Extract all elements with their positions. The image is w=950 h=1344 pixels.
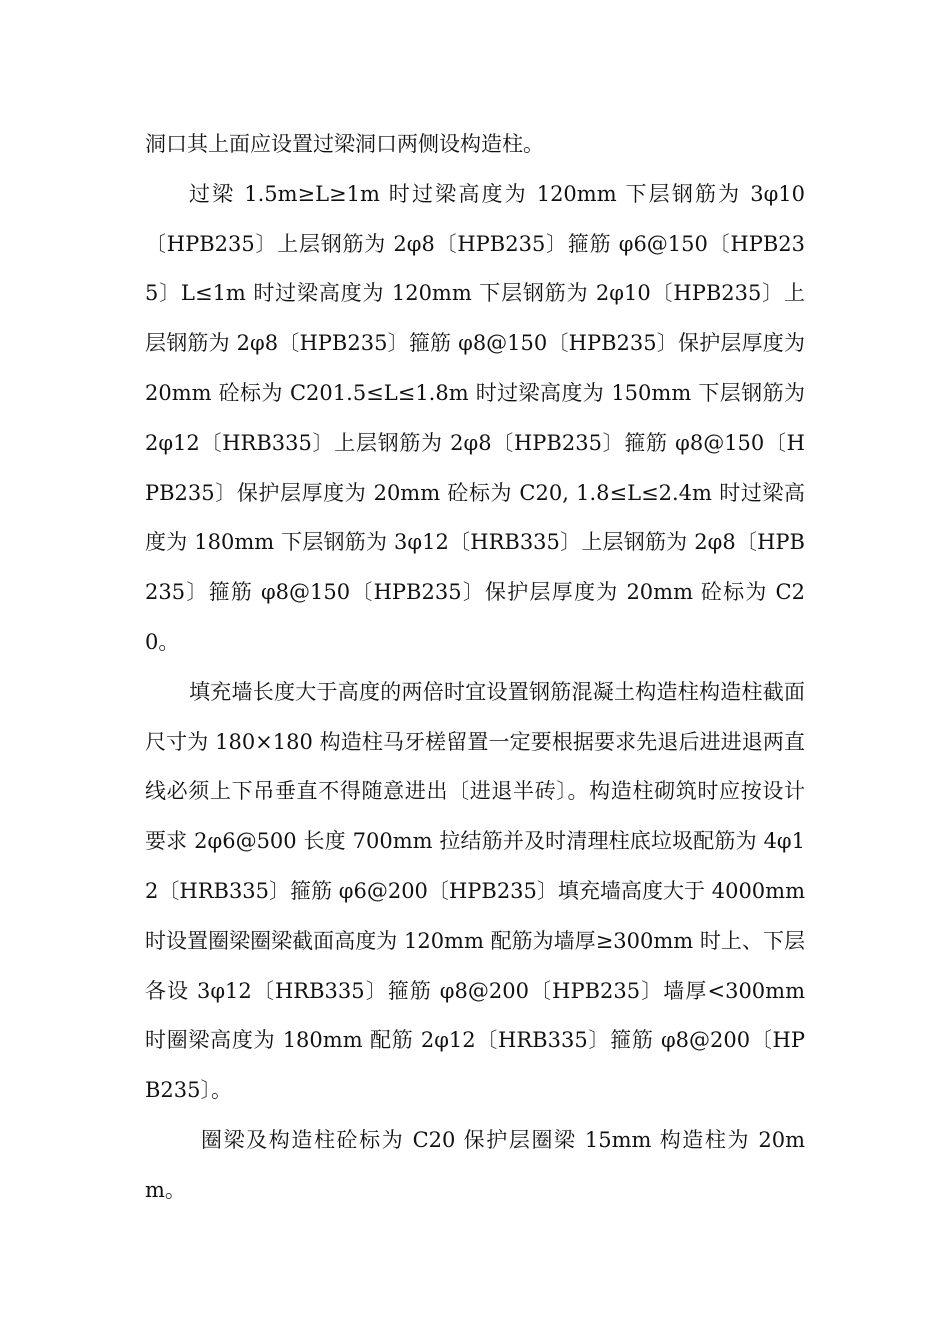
paragraph-constructional-column: 填充墙长度大于高度的两倍时宜设置钢筋混凝土构造柱构造柱截面尺寸为 180×180 构造柱马牙槎留置一定要根据要求先退后进进退两直线必须上下吊垂直不得随意进出〔进退半砖〕。构造柱砌筑时应按设计要求 2φ6@500 长度 700mm 拉结筋并及时清理柱底垃圾配筋为 4φ12〔HRB335〕箍筋 φ6@200〔HPB235〕填充墙高度大于 4000mm 时设置圈梁圈梁截面高度为 120mm 配筋为墙厚≥300mm 时上、下层各设 3φ12〔HRB335〕箍筋 φ8@200〔HPB235〕墙厚<300mm 时圈梁高度为 180mm 配筋 2φ12〔HRB335〕箍筋 φ8@200〔HPB235〕。 [145,679,805,1103]
document-body [145,120,805,1216]
paragraph-lintel-intro: 洞口其上面应设置过梁洞口两侧设构造柱。 [145,132,544,156]
paragraph-lintel-specs: 过梁 1.5m≥L≥1m 时过梁高度为 120mm 下层钢筋为 3φ10〔HPB235〕上层钢筋为 2φ8〔HPB235〕箍筋 φ6@150〔HPB235〕L≤1m 时过梁高度为 120mm 下层钢筋为 2φ10〔HPB235〕上层钢筋为 2φ8〔HPB235〕箍筋 φ8@150〔HPB235〕保护层厚度为 20mm 砼标为 C201.5≤L≤1.8m 时过梁高度为 150mm 下层钢筋为 2φ12〔HRB335〕上层钢筋为 2φ8〔HPB235〕箍筋 φ8@150〔HPB235〕保护层厚度为 20mm 砼标为 C20, 1.8≤L≤2.4m 时过梁高度为 180mm 下层钢筋为 3φ12〔HRB335〕上层钢筋为 2φ8〔HPB235〕箍筋 φ8@150〔HPB235〕保护层厚度为 20mm 砼标为 C20。 [145,181,805,654]
paragraph-concrete-grade: 圈梁及构造柱砼标为 C20 保护层圈梁 15mm 构造柱为 20mm。 [145,1127,805,1202]
